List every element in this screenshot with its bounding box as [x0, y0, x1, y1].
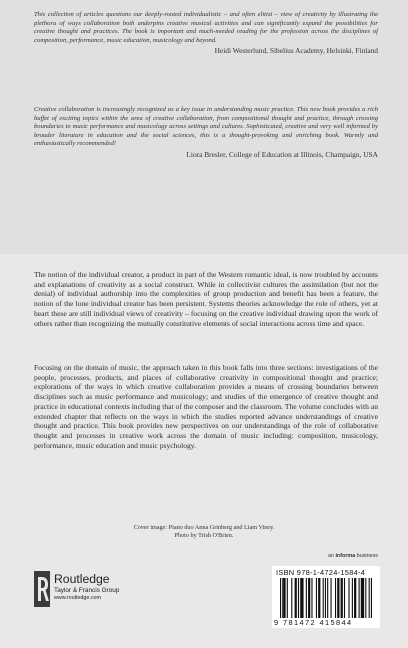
barcode-bar	[311, 578, 312, 618]
informa-suffix: business	[355, 553, 378, 559]
barcode-digits: 9 781472 415844	[274, 618, 353, 627]
barcode-bar	[330, 578, 331, 618]
barcode-bar	[306, 578, 307, 618]
publisher-group: Taylor & Francis Group	[54, 587, 120, 594]
barcode-bar	[352, 578, 353, 618]
barcode-bar	[283, 578, 285, 618]
barcode-bar	[327, 578, 328, 618]
barcode-bar	[308, 578, 310, 618]
publisher-block	[54, 573, 119, 602]
barcode-bar	[354, 578, 356, 618]
barcode-bar	[359, 578, 360, 618]
description-paragraph: The notion of the individual creator, a product in part of the Western romantic ideal, is now troubled by accounts and explanations of creativity as a social construct. While in collectivist cultures the assimilation (but not the denial) of individual authorship into the complexities of group production and benefit has been a feature, the notion of the lone individual creator has been persistent. Systems theories acknowledge the role of others, yet at heart these are still individual views of creativity – focusing on the creative individual drawing upon the work of others rather than recognizing the mutually constitutive elements of social interactions across time and space.	[34, 270, 378, 328]
barcode-bar	[371, 578, 372, 618]
quote-attribution: Heidi Westerlund, Sibelius Academy, Helsinki, Finland	[214, 46, 378, 56]
barcode-bar	[318, 578, 320, 618]
description-paragraph: Focusing on the domain of music, the approach taken in this book falls into three sections: investigations of the people, processes, products, and places of collaborative creativity in compositional thought and practice; explorations of the ways in which creative collaboration provides a means of crossing boundaries between disciplines such as music performance and musicology; and studies of the emergence of creative thought and practice in educational contexts including that of the composer and the classroom. The volume concludes with an extended chapter that reflects on the ways in which the studies reported advance understandings of creative thought and practice. This book provides new perspectives on our understandings of the role of collaborative thought and processes in creative work across the domain of music including: composition, musicology, performance, music education and music psychology.	[34, 363, 378, 450]
barcode-bar	[335, 578, 336, 618]
routledge-logo-icon	[34, 571, 50, 607]
barcode-bar	[361, 578, 364, 618]
barcode-bar	[298, 578, 299, 618]
barcode-bar	[337, 578, 339, 618]
credit-line: Cover image: Piano duo Anna Grinberg and Liam Viney.	[133, 524, 275, 531]
barcode-bar	[323, 578, 324, 618]
informa-tagline	[328, 553, 378, 559]
publisher-url: www.routledge.com	[54, 595, 102, 601]
publisher-name: Routledge	[54, 572, 110, 586]
barcode-bar	[316, 578, 317, 618]
isbn-label: ISBN 978-1-4724-1584-4	[276, 568, 366, 577]
quote-text: Creative collaboration is increasingly recognized as a key issue in understanding music practice. This new book provides a rich buffet of exciting topics within the area of creative collaboration, from compositional thought and practice, through crossing boundaries to music performance and musicology across settings and cultures. Sophisticated, creative and very well informed by broader literature in education and the social sciences, this is a thought-provoking and enriching book. Warmly and enthusiastically recommended!	[34, 106, 378, 148]
barcode-bars	[280, 578, 372, 618]
barcode-bar	[325, 578, 326, 618]
endorsements-panel	[0, 0, 408, 254]
cover-image-credit	[0, 524, 408, 540]
barcode-bar	[295, 578, 297, 618]
endorsement-quote	[34, 106, 378, 159]
barcode-bar	[369, 578, 370, 618]
informa-brand: informa	[335, 553, 356, 559]
isbn-barcode	[272, 566, 380, 628]
barcode-bar	[300, 578, 303, 618]
informa-prefix: an	[327, 553, 336, 559]
barcode-bar	[365, 578, 366, 618]
barcode-bar	[282, 578, 283, 618]
barcode-bar	[348, 578, 349, 618]
barcode-bar	[280, 578, 281, 618]
barcode-bar	[341, 578, 343, 618]
credit-line: Photo by Trish O'Brien.	[174, 532, 234, 539]
barcode-bar	[344, 578, 345, 618]
endorsement-quote	[34, 11, 378, 55]
quote-attribution: Liora Bresler, College of Education at Illinois, Champaign, USA	[186, 149, 378, 159]
quote-text: This collection of articles questions our deeply-rooted individualistic – and often elitist – view of creativity by illustrating the plethora of ways collaboration both underpins creative musical activities and can significantly expand the possibilities for creative thought and practices. The book is important and much-needed reading for the profession across the disciplines of composition, performance, music education, musicology and beyond.	[34, 11, 378, 44]
barcode-bar	[287, 578, 288, 618]
barcode-bar	[291, 578, 292, 618]
